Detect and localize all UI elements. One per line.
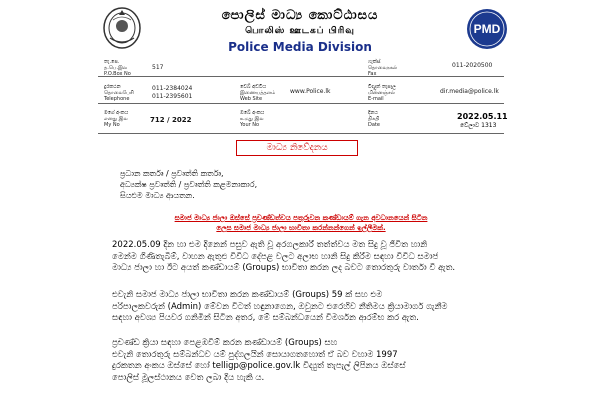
my-no-value: 712 / 2022: [150, 116, 192, 124]
release-headline: [108, 213, 494, 233]
paragraph-line: පරිපාලකවරුන් (Admin) මේවන විටත් හඳුනාගෙන, ඔවුනට එරෙහිව නීතිමය ක්‍රියාමාර්ග ගැනීම: [112, 301, 448, 312]
paragraph-line: මාධ්‍ය ජාලා හා ඊට අයත් කණ්ඩායම් (Groups) භාවිතා කරන ලද බවට තොරතුරු වාර්තා වී ඇත.: [112, 263, 456, 273]
date-label: දිනය திகதி Date: [368, 110, 380, 128]
addressee-line: අධ්‍යක්ෂ ප්‍රවෘත්ති / ප්‍රවෘත්ති කළමනාකාර,: [120, 180, 258, 189]
fax-label: ෆැක්ස් தொலைநகல் Fax: [368, 59, 398, 77]
time-value: වේලාව 1313: [460, 122, 497, 129]
telephone-value-1: 011-2384024: [152, 85, 193, 92]
header-title-english: Police Media Division: [228, 40, 372, 54]
pmd-logo: [466, 8, 508, 50]
paragraph-line: එවැනි සමාජ මාධ්‍ය ජාලා භාවිතා කරන කණ්ඩායම් (Groups) 59 ක් සහ එම: [112, 290, 383, 300]
paragraph-line: ප්‍රචණ්ඩ ක්‍රියා සඳහා පෙළඹවීම් කරන කණ්ඩායම් (Groups) සහ: [112, 338, 338, 348]
header-title-tamil: பொலிஸ் ஊடகப் பிரிவு: [245, 26, 355, 36]
my-no-label: මගේ අංකය எனது இல My No: [104, 110, 129, 128]
addressee-line: ප්‍රධාන කර්තෘ / ප්‍රවෘත්ති කර්තෘ,: [120, 169, 224, 178]
sri-lanka-police-emblem: [102, 6, 142, 50]
body-paragraph: [112, 240, 494, 275]
header-divider-1: [98, 76, 504, 77]
your-no-label: ඔබේ අංකය உமது இல Your No: [240, 110, 265, 128]
paragraph-line: 2022.05.09 දින හා එම දිනෙන් පසුව ඇති වූ අරගලකාරී තත්ත්වය මත සිදු වූ ජීවිත හානි: [112, 240, 428, 250]
body-paragraph: [112, 338, 494, 384]
addressee-line: සියළුම මාධ්‍ය ආයතන.: [120, 191, 195, 200]
paragraph-line: මෙන්ම ගිණිතැබීම්, වාහන ඇතුළු විවිධ දේපළ වලට අලාභ හානි සිදු කිරීම සඳහා විවිධ සමාජ: [112, 251, 439, 262]
fax-value: 011-2020500: [452, 62, 493, 69]
paragraph-line: සඳහා අවශ්‍ය පියවර ගනිමින් සිටින අතර, මේ සම්බන්ධයෙන් විමර්ශන ආරම්භ කර ඇත.: [112, 313, 419, 323]
paragraph-line: පොලිස් මූලස්ථානය වෙත ලබා දිය හැකි ය.: [112, 372, 265, 383]
headline-line: ලෙස සමාජ මාධ්‍ය ජාලා භාවිතා කරන්නන්ගෙන් ඉල්ලීමක්.: [216, 224, 386, 232]
body-paragraph: [112, 290, 494, 325]
telephone-value-2: 011-2395601: [152, 93, 193, 100]
po-box-label: තැ.පෙ. த.பெ.இல P.O.Box No: [104, 59, 131, 77]
paragraph-line: එවැනි තොරතුරු සම්බන්ධව යම් පුද්ගලයින් සොයාගතහොත් ඒ බව වහාම 1997: [112, 349, 398, 360]
paragraph-line: දුරකතන අංකය ඔස්සේ හෝ telligp@police.gov.lk විද්‍යුත් තැපැල් ලිපිනය ඔස්සේ: [112, 361, 406, 371]
email-value[interactable]: dir.media@police.lk: [440, 88, 499, 95]
header-divider-2: [98, 103, 504, 104]
telephone-label: දුරකථන தொலைபேசி Telephone: [104, 84, 134, 102]
media-release-title: මාධ්‍ය නිවේදනය: [236, 140, 358, 156]
header-divider-3: [98, 133, 504, 134]
website-value[interactable]: www.Police.lk: [290, 88, 331, 95]
website-label: වෙබ් අඩවිය இணையத்தளம் Web Site: [240, 84, 276, 102]
date-value: 2022.05.11: [457, 112, 508, 121]
headline-line: සමාජ මාධ්‍ය ජාලා ඔස්සේ ප්‍රචණ්ඩත්වය පතුරුවන කණ්ඩායම් ගැන අවධානයෙන් සිටින: [174, 214, 428, 222]
po-box-value: 517: [152, 64, 164, 71]
email-label: විද්‍යුත් තැපෑල மின்னஞ்சல் E-mail: [368, 84, 396, 102]
header-title-sinhala: පොලිස් මාධ්‍ය කොට්ඨාසය: [221, 8, 379, 23]
pmd-logo-text: PMD: [473, 22, 501, 36]
